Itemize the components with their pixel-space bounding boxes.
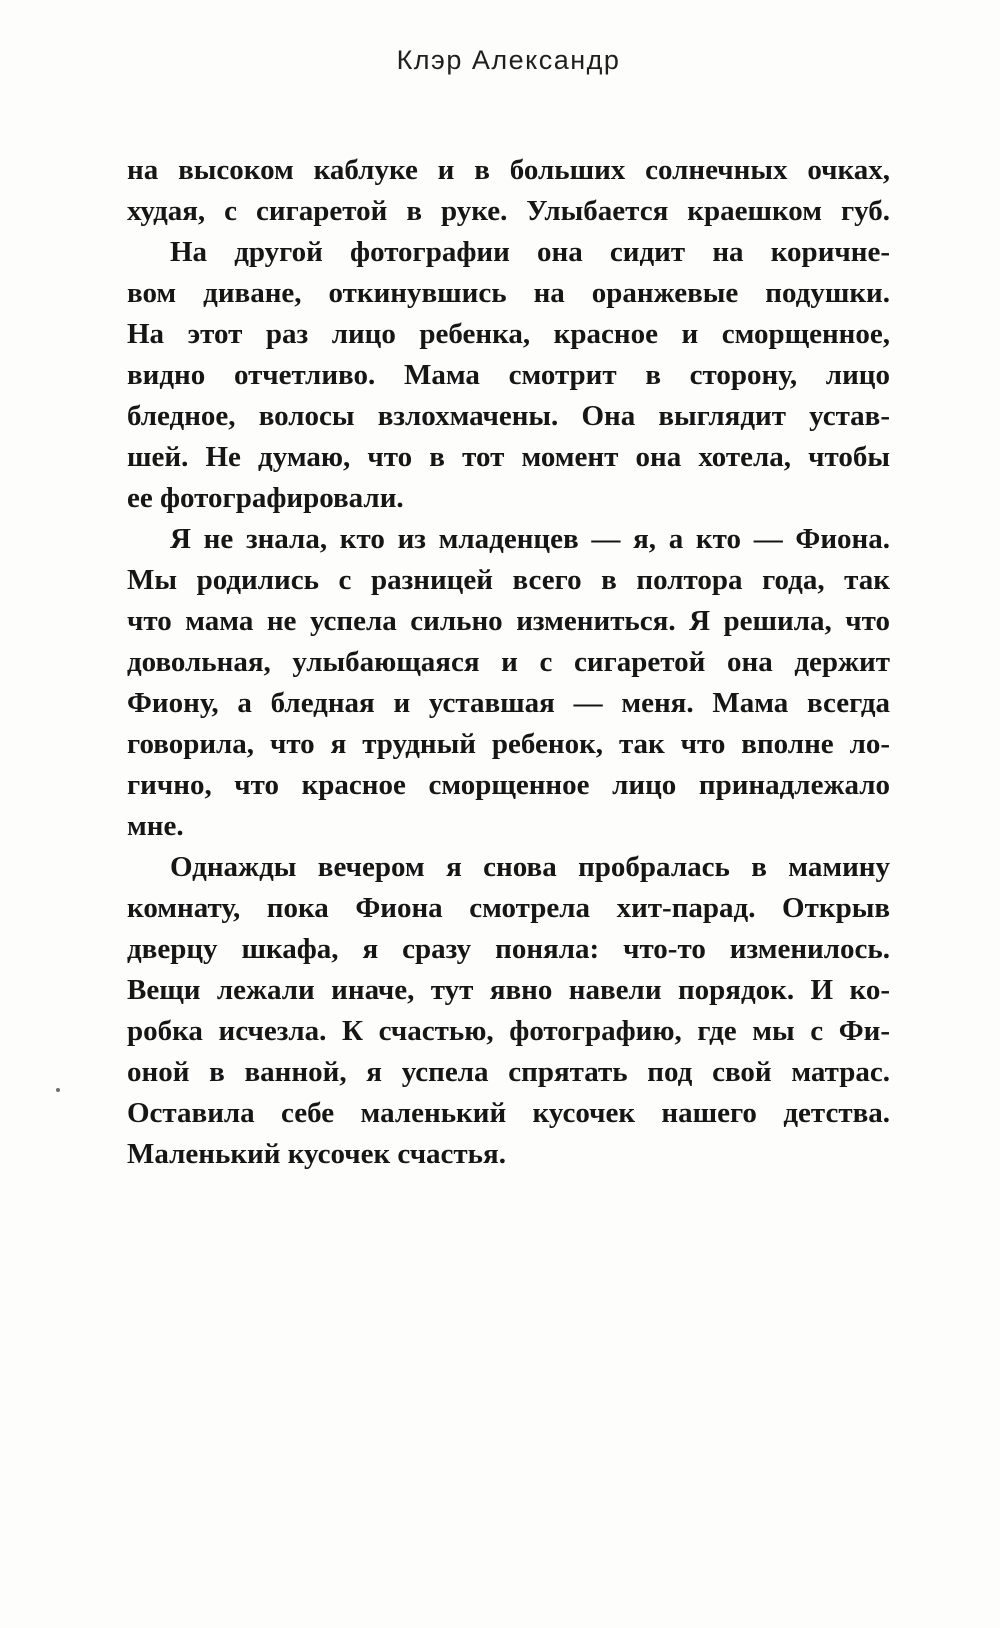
text-line: шей. Не думаю, что в тот момент она хотела, чтобы (127, 441, 890, 473)
text-line: гично, что красное сморщенное лицо принадлежало (127, 769, 890, 801)
text-line: робка исчезла. К счастью, фотографию, где мы с Фи- (127, 1015, 890, 1047)
text-line: Фиону, а бледная и уставшая — меня. Мама всегда (127, 687, 890, 719)
text-line: говорила, что я трудный ребенок, так что вполне ло- (127, 728, 890, 760)
text-line: дверцу шкафа, я сразу поняла: что-то изменилось. (127, 933, 890, 965)
scan-speck (56, 1088, 60, 1092)
text-line: что мама не успела сильно измениться. Я решила, что (127, 605, 890, 637)
text-line: Вещи лежали иначе, тут явно навели порядок. И ко- (127, 974, 890, 1006)
text-line: на высоком каблуке и в больших солнечных очках, (127, 154, 890, 186)
text-line: Однажды вечером я снова пробралась в мамину (170, 851, 890, 883)
text-line: вом диване, откинувшись на оранжевые подушки. (127, 277, 890, 309)
text-line: На другой фотографии она сидит на коричне- (170, 236, 890, 268)
text-line: видно отчетливо. Мама смотрит в сторону, лицо (127, 359, 890, 391)
text-line: На этот раз лицо ребенка, красное и сморщенное, (127, 318, 890, 350)
running-header: Клэр Александр (396, 45, 621, 75)
text-line: мне. (127, 810, 184, 842)
text-line: бледное, волосы взлохмачены. Она выглядит устав- (127, 400, 890, 432)
text-line: худая, с сигаретой в руке. Улыбается краешком губ. (127, 195, 890, 227)
text-line: комнату, пока Фиона смотрела хит-парад. Открыв (127, 892, 890, 924)
text-line: Мы родились с разницей всего в полтора года, так (127, 564, 890, 596)
body-text (127, 150, 890, 1175)
text-line: Я не знала, кто из младенцев — я, а кто — Фиона. (170, 523, 890, 555)
text-line: ее фотографировали. (127, 482, 404, 514)
text-line: Оставила себе маленький кусочек нашего детства. (127, 1097, 890, 1129)
text-line: Маленький кусочек счастья. (127, 1138, 506, 1170)
text-line: оной в ванной, я успела спрятать под свой матрас. (127, 1056, 890, 1088)
text-line: довольная, улыбающаяся и с сигаретой она держит (127, 646, 890, 678)
